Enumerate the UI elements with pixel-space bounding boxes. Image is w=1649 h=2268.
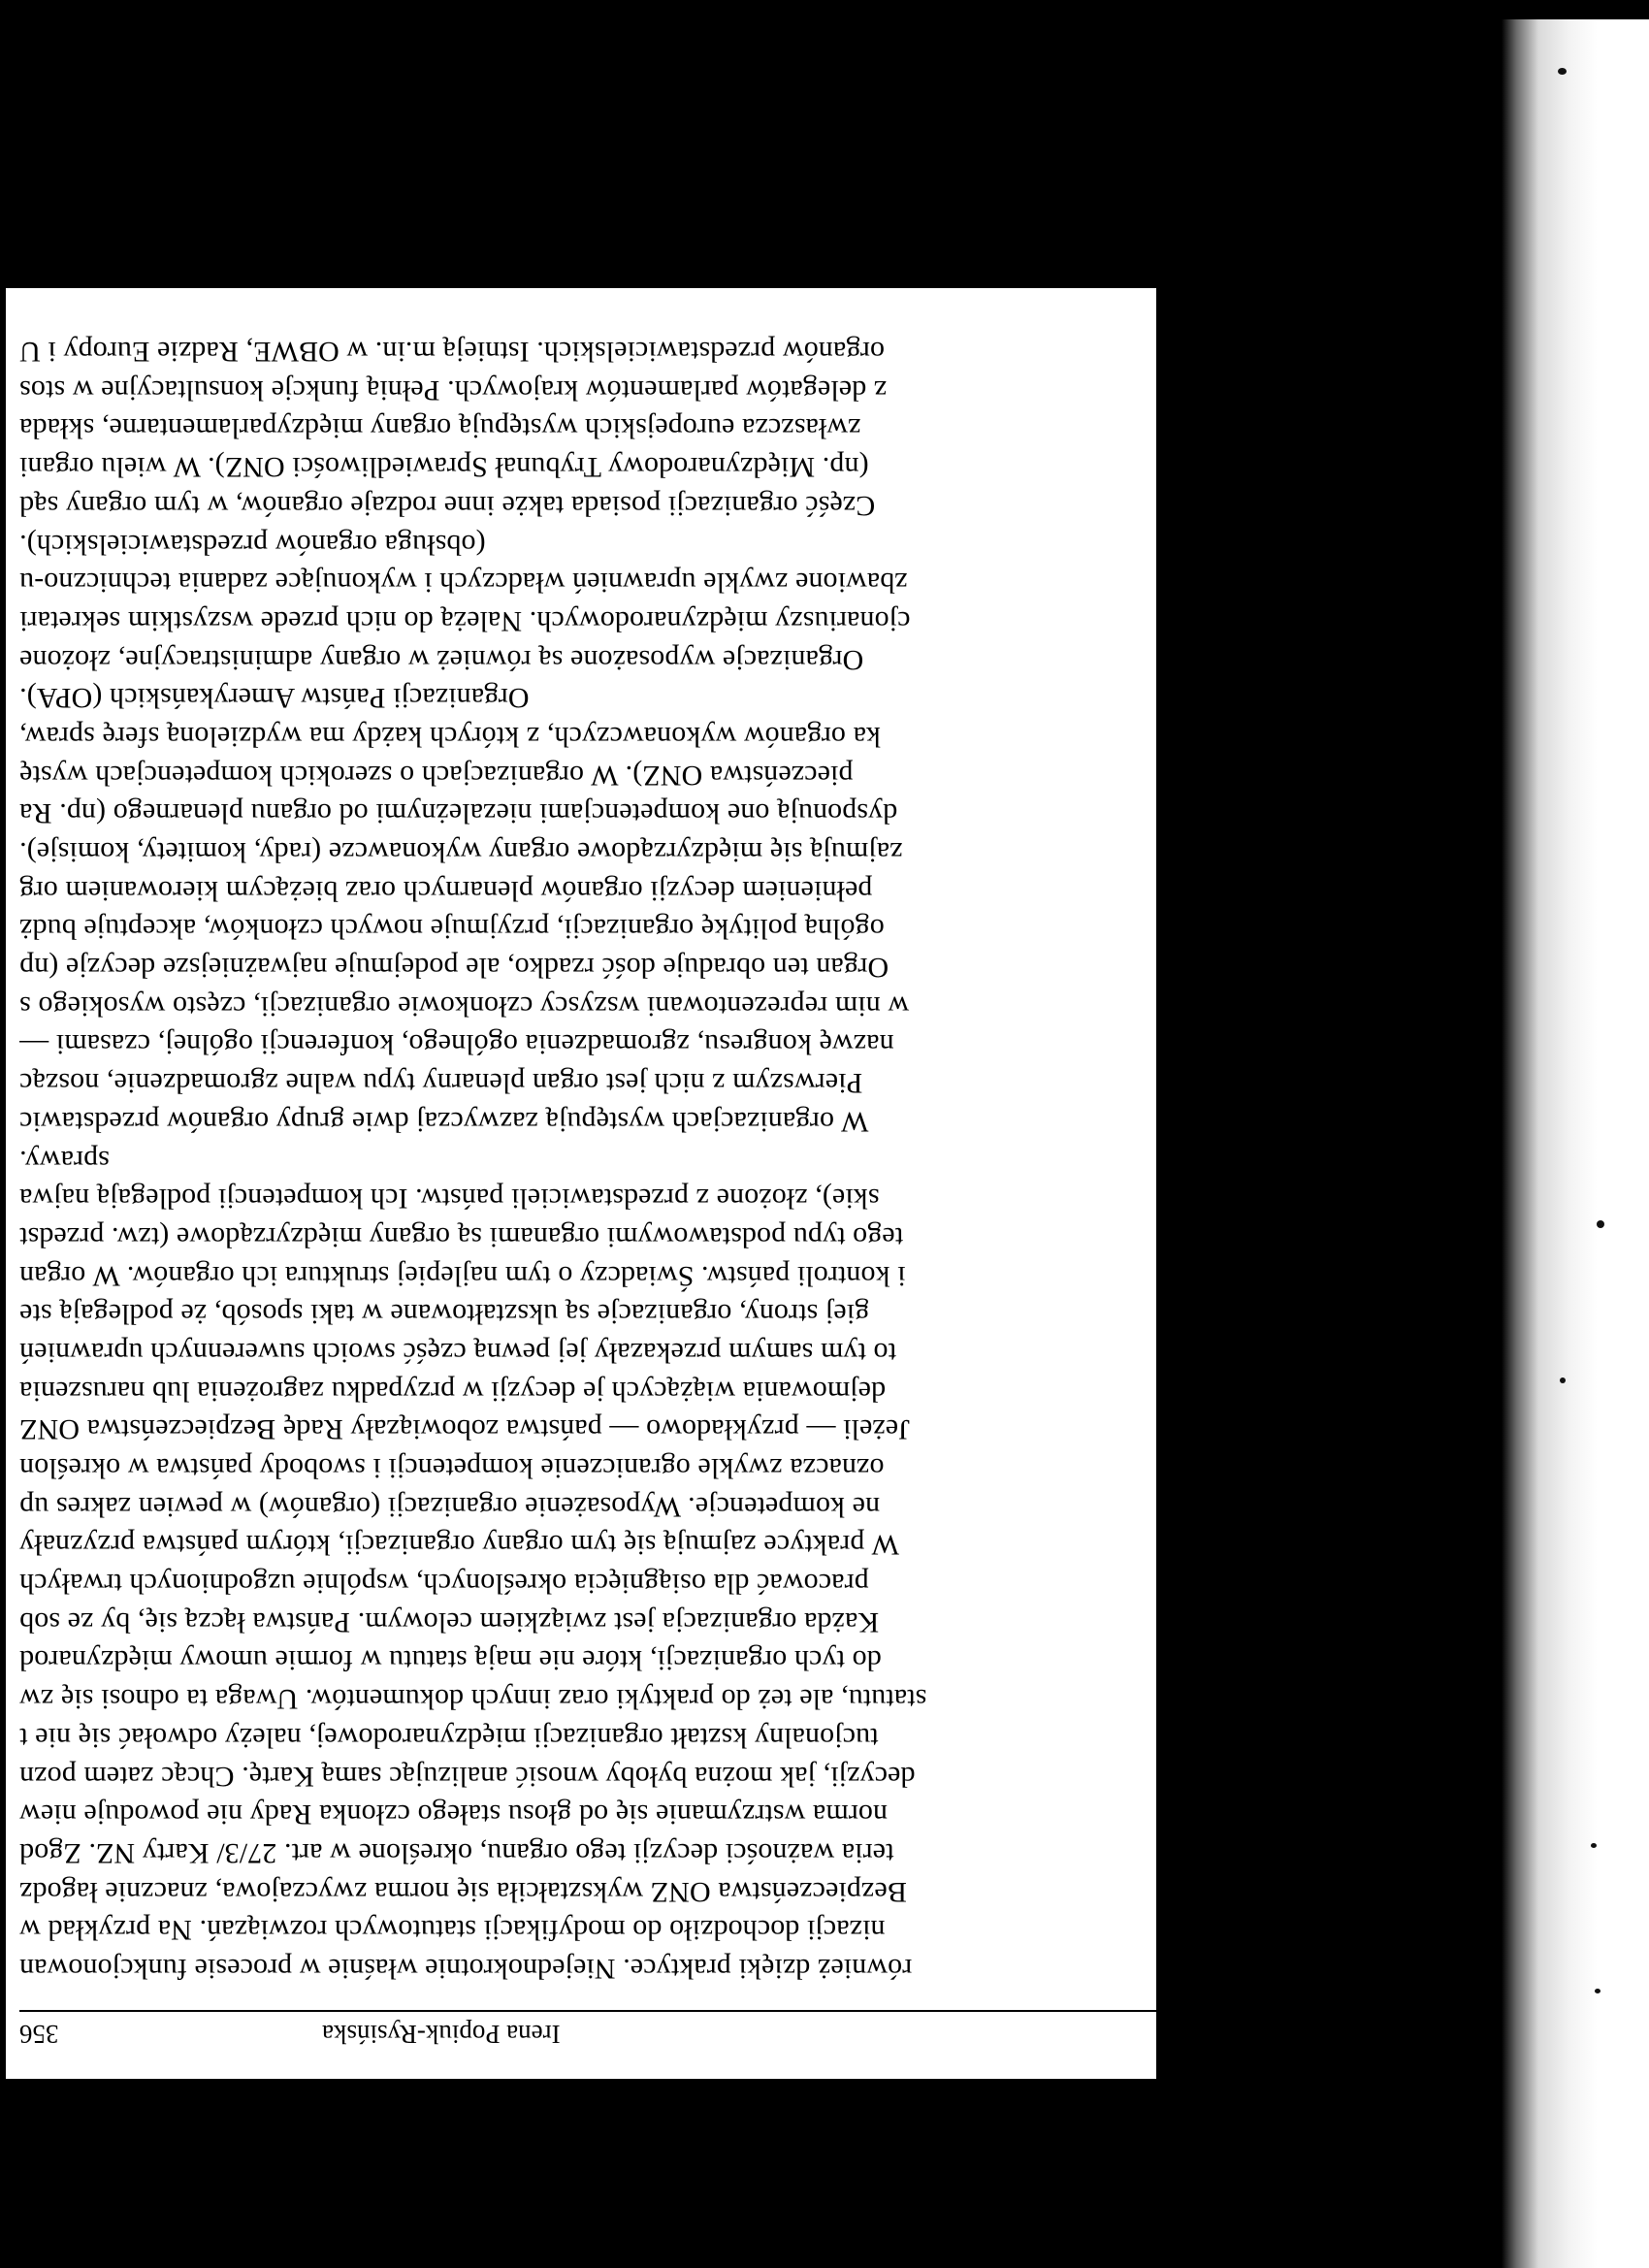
- text-line: z delegatów parlamentów krajowych. Pełnią funkcje konsultacyjne w stos: [19, 373, 888, 406]
- text-line: dysponują one kompetencjami niezależnymi od organu plenarnego (np. Ra: [19, 797, 898, 830]
- text-line: Organizacji Państw Amerykańskich (OPA).: [19, 682, 530, 715]
- text-line: teria ważności decyzji tego organu, określone w art. 27/3/ Karty NZ. Zgod: [19, 1836, 894, 1869]
- text-line: ogólną politykę organizacji, przyjmuje nowych członków, akceptuje budż: [19, 913, 885, 946]
- page-number: 356: [19, 2020, 59, 2049]
- running-head: [19, 2010, 1156, 2051]
- text-line: tucjonalny kształt organizacji międzynarodowej, należy odwołać się nie t: [19, 1721, 879, 1754]
- scan-speck: [1560, 1377, 1566, 1383]
- page-content-rotated: [19, 288, 1156, 2079]
- text-line: statutu, ale też do praktyki oraz innych dokumentów. Uwaga ta odnosi się zw: [19, 1683, 927, 1716]
- text-line: nazwę kongresu, zgromadzenia ogólnego, konferencji ogólnej, czasami —: [19, 1028, 894, 1061]
- text-line: Pierwszym z nich jest organ plenarny typu walne zgromadzenie, nosząc: [19, 1067, 863, 1100]
- text-line: W organizacjach występują zazwyczaj dwie grupy organów przedstawic: [19, 1105, 869, 1138]
- text-line: Jeżeli — przykładowo — państwa zobowiązały Radę Bezpieczeństwa ONZ: [19, 1413, 910, 1446]
- text-line: pracować dla osiągnięcia określonych, wspólnie uzgodnionych trwałych: [19, 1568, 869, 1601]
- page-sheet: [6, 288, 1156, 2079]
- text-line: do tych organizacji, które nie mają statutu w formie umowy międzynarod: [19, 1644, 882, 1677]
- text-line: sprawy.: [19, 1144, 110, 1177]
- text-line: W praktyce zajmują się tym organy organizacji, którym państwa przyznały: [19, 1529, 899, 1562]
- scan-speck: [1595, 1989, 1600, 1993]
- text-line: Bezpieczeństwa ONZ wykształciła się norma zwyczajowa, znacznie łagodz: [19, 1875, 907, 1908]
- text-line: pełnieniem decyzji organów plenarnych oraz bieżącym kierowaniem org: [19, 874, 873, 907]
- text-line: dejmowania wiążących je decyzji w przypadku zagrożenia lub naruszenia: [19, 1375, 887, 1408]
- text-line: Każda organizacja jest związkiem celowym. Państwa łączą się, by ze sob: [19, 1605, 880, 1638]
- text-line: cjonariuszy międzynarodowych. Należą do nich przede wszystkim sekretari: [19, 604, 911, 637]
- scan-speck: [1558, 68, 1567, 75]
- facing-page-edge: [1502, 19, 1649, 2268]
- text-line: i kontroli państw. Świadczy o tym najlepiej struktura ich organów. W organ: [19, 1259, 906, 1292]
- text-line: norma wstrzymanie się od głosu stałego członka Rady nie powoduje niew: [19, 1798, 889, 1831]
- text-line: w nim reprezentowani wszyscy członkowie organizacji, często wysokiego s: [19, 989, 910, 1022]
- text-line: zajmują się międzyrządowe organy wykonawcze (rady, komitety, komisje).: [19, 836, 903, 869]
- text-line: decyzji, jak można byłoby wnosić analizując samą Kartę. Chcąc zatem pozn: [19, 1760, 916, 1793]
- text-line: oznacza zwykle ograniczenie kompetencji i swobody państwa w określon: [19, 1452, 885, 1485]
- text-line: skie), złożone z przedstawicieli państw. Ich kompetencji podlegają najwa: [19, 1183, 880, 1215]
- text-line: pieczeństwa ONZ). W organizacjach o szerokich kompetencjach wystę: [19, 759, 854, 792]
- text-line: ka organów wykonawczych, z których każdy ma wydzieloną sferę spraw,: [19, 721, 882, 753]
- text-line: giej strony, organizacje są ukształtowane w taki sposób, że podlegają ste: [19, 1298, 870, 1331]
- text-line: również dzięki praktyce. Niejednokrotnie właśnie w procesie funkcjonowan: [19, 1953, 913, 1985]
- text-line: zbawione zwykle uprawnień władczych i wykonujące zadania techniczno-u: [19, 567, 908, 599]
- text-line: organów przedstawicielskich. Istnieją m.in. w OBWE, Radzie Europy i U: [19, 336, 885, 369]
- text-line: tego typu podstawowymi organami są organy międzyrządowe (tzw. przedst: [19, 1220, 904, 1253]
- body-text: [19, 332, 1156, 1988]
- text-line: ne kompetencje. Wyposażenie organizacji (organów) w pewien zakres up: [19, 1490, 881, 1523]
- text-line: Organ ten obraduje dość rzadko, ale podejmuje najważniejsze decyzje (np: [19, 952, 889, 985]
- text-line: (obsługa organów przedstawicielskich).: [19, 528, 486, 561]
- text-line: to tym samym przekazały jej pewną część swoich suwerennych uprawnień: [19, 1337, 896, 1369]
- text-line: (np. Międzynarodowy Trybunał Sprawiedliwości ONZ). W wielu organi: [19, 451, 869, 484]
- scan-speck: [1591, 1843, 1597, 1848]
- running-head-author: Irena Popiuk-Rysińska: [322, 2020, 561, 2049]
- text-line: Część organizacji posiada także inne rodzaje organów, w tym organy sąd: [19, 489, 876, 522]
- text-line: Organizacje wyposażone są również w organy administracyjne, złożone: [19, 643, 864, 676]
- text-line: nizacji dochodziło do modyfikacji statutowych rozwiązań. Na przykład w: [19, 1914, 886, 1947]
- text-line: zwłaszcza europejskich występują organy międzyparlamentarne, składa: [19, 412, 861, 445]
- scan-speck: [1597, 1220, 1604, 1228]
